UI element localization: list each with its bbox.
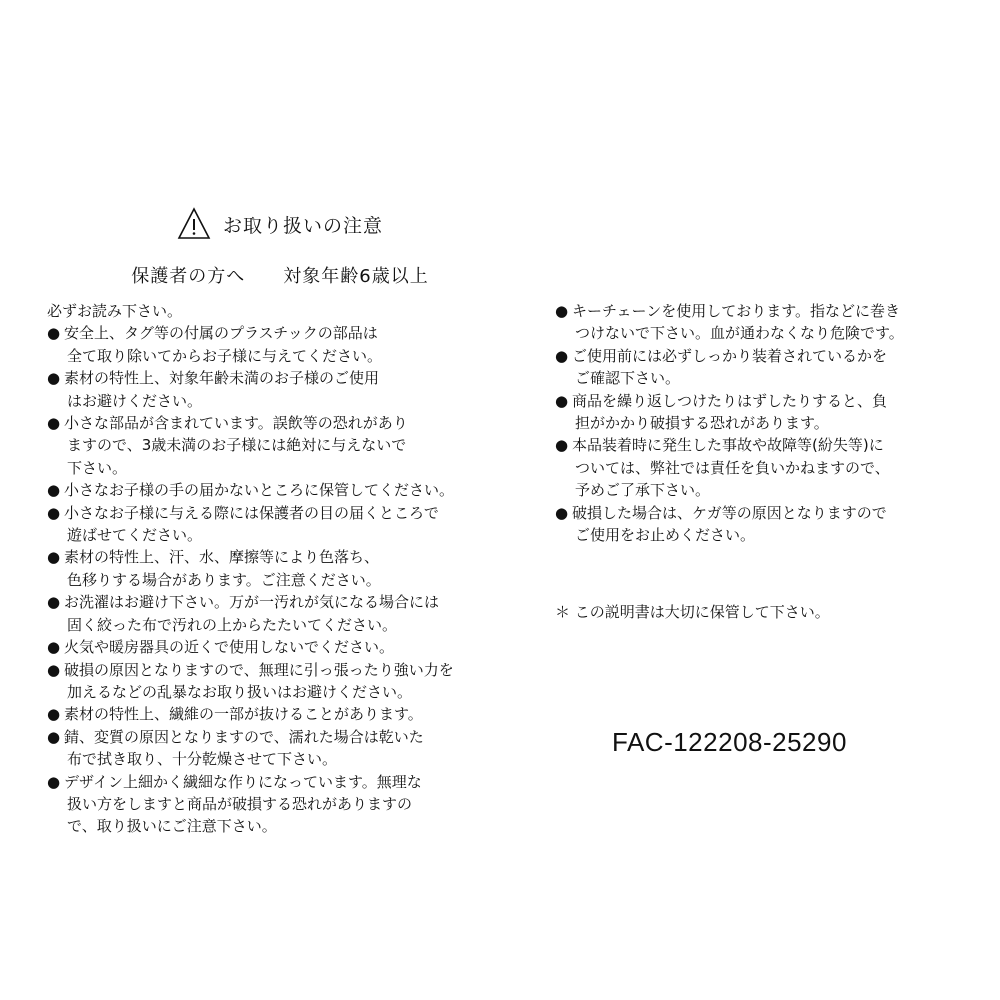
caution-text: ご使用をお止めください。 bbox=[575, 526, 756, 545]
caution-line bbox=[555, 457, 985, 479]
caution-line bbox=[47, 345, 517, 367]
caution-line bbox=[47, 322, 517, 344]
caution-text: 色移りする場合があります。ご注意ください。 bbox=[67, 570, 381, 589]
caution-line bbox=[47, 703, 517, 725]
caution-line bbox=[47, 591, 517, 613]
caution-item bbox=[47, 479, 517, 501]
caution-text: ますので、3歳未満のお子様には絶対に与えないで bbox=[67, 436, 407, 455]
bullet-icon: ● bbox=[47, 414, 61, 433]
caution-text: 錆、変質の原因となりますので、濡れた場合は乾いた bbox=[64, 727, 424, 746]
right-caution-list bbox=[555, 300, 985, 546]
caution-line bbox=[555, 502, 985, 524]
caution-item bbox=[47, 703, 517, 725]
caution-item bbox=[555, 390, 985, 435]
bullet-icon: ● bbox=[47, 772, 61, 791]
bullet-icon: ● bbox=[47, 548, 61, 567]
bullet-icon: ● bbox=[47, 727, 61, 746]
caution-text: 小さなお子様に与える際には保護者の目の届くところで bbox=[64, 503, 439, 522]
page-title: お取り扱いの注意 bbox=[222, 214, 383, 237]
caution-line bbox=[47, 434, 517, 456]
caution-item bbox=[47, 502, 517, 547]
caution-item bbox=[555, 345, 985, 390]
caution-text: 本品装着時に発生した事故や故障等(紛失等)に bbox=[572, 436, 884, 455]
caution-text: 破損した場合は、ケガ等の原因となりますので bbox=[572, 503, 887, 522]
bullet-icon: ● bbox=[47, 705, 61, 724]
caution-line bbox=[555, 322, 985, 344]
caution-text: 扱い方をしますと商品が破損する恐れがありますの bbox=[67, 794, 413, 813]
caution-item bbox=[47, 546, 517, 591]
caution-line bbox=[47, 479, 517, 501]
caution-line bbox=[555, 300, 985, 322]
caution-text: 加えるなどの乱暴なお取り扱いはお避けください。 bbox=[67, 682, 413, 701]
caution-text: で、取り扱いにご注意下さい。 bbox=[67, 817, 277, 836]
caution-text: つけないで下さい。血が通わなくなり危険です。 bbox=[575, 324, 904, 343]
bullet-icon: ● bbox=[555, 346, 569, 365]
caution-item bbox=[47, 591, 517, 636]
caution-line bbox=[47, 546, 517, 568]
caution-item bbox=[47, 367, 517, 412]
caution-item bbox=[555, 502, 985, 547]
caution-line bbox=[47, 636, 517, 658]
bullet-icon: ● bbox=[47, 638, 61, 657]
caution-line bbox=[555, 412, 985, 434]
left-column bbox=[47, 300, 517, 838]
title-row bbox=[0, 200, 560, 248]
caution-text: お洗濯はお避け下さい。万が一汚れが気になる場合には bbox=[64, 593, 440, 612]
caution-text: デザイン上細かく繊細な作りになっています。無理な bbox=[64, 772, 422, 791]
care-header bbox=[0, 200, 560, 288]
left-caution-list bbox=[47, 322, 517, 837]
warning-triangle-icon bbox=[177, 207, 211, 241]
caution-item bbox=[555, 300, 985, 345]
caution-line bbox=[47, 771, 517, 793]
caution-line bbox=[47, 748, 517, 770]
caution-line bbox=[47, 457, 517, 479]
caution-item bbox=[47, 322, 517, 367]
caution-item bbox=[47, 636, 517, 658]
caution-line bbox=[555, 390, 985, 412]
bullet-icon: ● bbox=[555, 503, 569, 522]
caution-text: 下さい。 bbox=[67, 458, 128, 477]
caution-item bbox=[47, 726, 517, 771]
caution-text: 全て取り除いてからお子様に与えてください。 bbox=[67, 346, 383, 365]
caution-line bbox=[47, 412, 517, 434]
caution-text: 破損の原因となりますので、無理に引っ張ったり強い力を bbox=[64, 660, 454, 679]
caution-line bbox=[47, 726, 517, 748]
caution-line bbox=[555, 434, 985, 456]
audience-label: 保護者の方へ bbox=[131, 266, 246, 287]
right-column bbox=[555, 300, 985, 546]
caution-line bbox=[47, 367, 517, 389]
bullet-icon: ● bbox=[47, 369, 61, 388]
bullet-icon: ● bbox=[555, 436, 569, 455]
caution-line bbox=[47, 502, 517, 524]
keep-instructions-note: ＊ この説明書は大切に保管して下さい。 bbox=[555, 603, 830, 621]
bullet-icon: ● bbox=[555, 302, 569, 320]
caution-line bbox=[47, 659, 517, 681]
bullet-icon: ● bbox=[555, 391, 569, 410]
caution-item bbox=[47, 659, 517, 704]
caution-line bbox=[47, 569, 517, 591]
intro-text: 必ずお読み下さい。 bbox=[47, 302, 183, 320]
caution-line bbox=[555, 524, 985, 546]
age-target-label: 対象年齢6歳以上 bbox=[283, 266, 429, 287]
caution-text: 素材の特性上、対象年齢未満のお子様のご使用 bbox=[64, 369, 380, 388]
caution-line bbox=[555, 367, 985, 389]
audience-row bbox=[0, 262, 560, 288]
bullet-icon: ● bbox=[47, 324, 61, 343]
caution-item bbox=[47, 771, 517, 838]
caution-item bbox=[47, 412, 517, 479]
caution-line bbox=[47, 614, 517, 636]
caution-text: 遊ばせてください。 bbox=[67, 526, 203, 545]
caution-text: ご使用前には必ずしっかり装着されているかを bbox=[572, 346, 888, 365]
caution-text: 商品を繰り返しつけたりはずしたりすると、負 bbox=[572, 391, 888, 410]
caution-text: 安全上、タグ等の付属のプラスチックの部品は bbox=[64, 324, 378, 343]
bullet-icon: ● bbox=[47, 481, 61, 500]
caution-text: ついては、弊社では責任を負いかねますので、 bbox=[575, 458, 890, 477]
bullet-icon: ● bbox=[47, 660, 61, 679]
bullet-icon: ● bbox=[47, 593, 61, 612]
caution-text: 小さなお子様の手の届かないところに保管してください。 bbox=[64, 481, 455, 500]
caution-text: 小さな部品が含まれています。誤飲等の恐れがあり bbox=[64, 414, 408, 433]
caution-line bbox=[47, 681, 517, 703]
caution-text: 担がかかり破損する恐れがあります。 bbox=[575, 414, 829, 433]
caution-line bbox=[47, 815, 517, 837]
caution-line bbox=[47, 524, 517, 546]
caution-text: 固く絞った布で汚れの上からたたいてください。 bbox=[67, 615, 398, 634]
caution-line bbox=[555, 479, 985, 501]
caution-item bbox=[555, 434, 985, 501]
caution-text: はお避けください。 bbox=[67, 391, 203, 410]
caution-text: 予めご了承下さい。 bbox=[575, 481, 711, 500]
bullet-icon: ● bbox=[47, 503, 61, 522]
caution-text: 火気や暖房器具の近くで使用しないでください。 bbox=[64, 638, 395, 657]
caution-text: 素材の特性上、汗、水、摩擦等により色落ち、 bbox=[64, 548, 380, 567]
caution-text: ご確認下さい。 bbox=[575, 369, 681, 388]
caution-text: 布で拭き取り、十分乾燥させて下さい。 bbox=[67, 750, 338, 769]
caution-line bbox=[555, 345, 985, 367]
caution-text: キーチェーンを使用しております。指などに巻き bbox=[572, 302, 901, 320]
caution-text: 素材の特性上、繊維の一部が抜けることがあります。 bbox=[64, 705, 423, 724]
caution-line bbox=[47, 793, 517, 815]
caution-line bbox=[47, 390, 517, 412]
product-code: FAC-122208-25290 bbox=[612, 727, 847, 757]
